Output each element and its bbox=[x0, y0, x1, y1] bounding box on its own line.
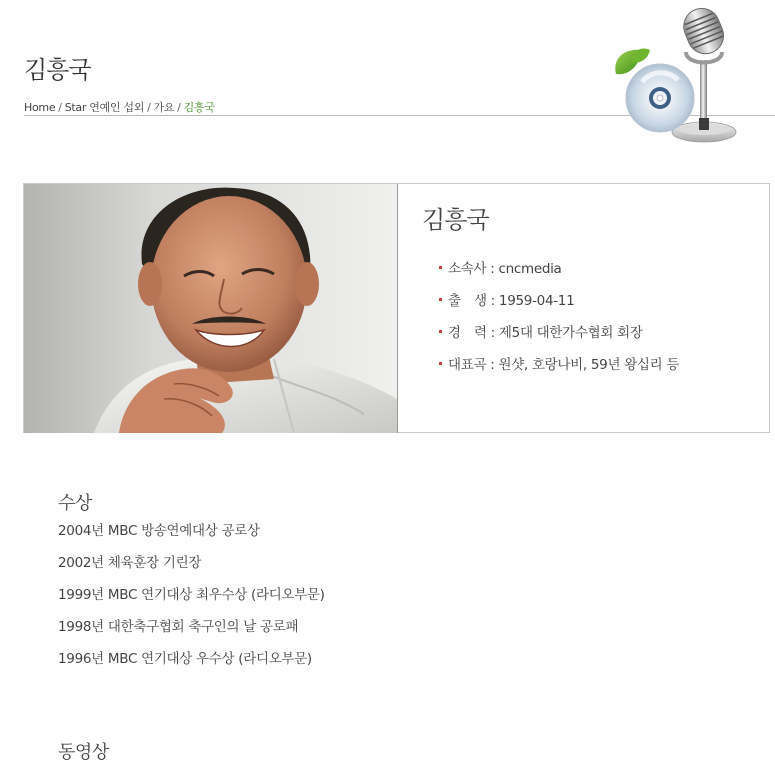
field-label: 대표곡 bbox=[448, 357, 487, 373]
field-value: 1959-04-11 bbox=[498, 293, 575, 309]
profile-field-birth: 출 생 : 1959-04-11 bbox=[439, 292, 679, 324]
award-item: 2004년 MBC 방송연예대상 공로상 bbox=[58, 523, 260, 539]
microphone-cd-illustration bbox=[602, 2, 762, 152]
breadcrumb-separator: / bbox=[147, 101, 151, 114]
bullet-icon bbox=[439, 330, 442, 333]
page-title: 김흥국 bbox=[24, 56, 91, 84]
bullet-icon bbox=[439, 266, 442, 269]
award-item: 2002년 체육훈장 기린장 bbox=[58, 555, 202, 571]
field-label: 소속사 bbox=[448, 261, 487, 277]
breadcrumb bbox=[24, 99, 215, 115]
breadcrumb-category-link[interactable]: Star 연예인 섭외 bbox=[64, 101, 145, 114]
award-item: 1998년 대한축구협회 축구인의 날 공로패 bbox=[58, 619, 299, 635]
profile-field-agency: 소속사 : cncmedia bbox=[439, 260, 679, 292]
profile-card bbox=[23, 183, 770, 433]
videos-section-title: 동영상 bbox=[58, 742, 109, 763]
breadcrumb-separator: / bbox=[177, 101, 181, 114]
profile-field-songs: 대표곡 : 원샷, 호랑나비, 59년 왕십리 등 bbox=[439, 356, 679, 388]
portrait-image bbox=[24, 184, 397, 433]
field-label: 출 생 bbox=[448, 293, 487, 309]
field-value: 제5대 대한가수협회 회장 bbox=[498, 325, 643, 341]
breadcrumb-subcategory-link[interactable]: 가요 bbox=[153, 101, 175, 114]
field-value: cncmedia bbox=[498, 261, 562, 277]
award-item: 1999년 MBC 연기대상 최우수상 (라디오부문) bbox=[58, 587, 325, 603]
profile-info-list bbox=[439, 260, 679, 388]
breadcrumb-separator: / bbox=[58, 101, 62, 114]
bullet-icon bbox=[439, 362, 442, 365]
profile-field-career: 경 력 : 제5대 대한가수협회 회장 bbox=[439, 324, 679, 356]
profile-name: 김흥국 bbox=[422, 206, 489, 234]
awards-section-title: 수상 bbox=[58, 493, 92, 514]
award-item: 1996년 MBC 연기대상 우수상 (라디오부문) bbox=[58, 651, 312, 667]
breadcrumb-current: 김흥국 bbox=[183, 101, 215, 114]
breadcrumb-home-link[interactable]: Home bbox=[24, 101, 56, 114]
profile-photo bbox=[24, 184, 398, 433]
field-value: 원샷, 호랑나비, 59년 왕십리 등 bbox=[498, 357, 680, 373]
awards-list bbox=[58, 522, 325, 682]
bullet-icon bbox=[439, 298, 442, 301]
field-label: 경 력 bbox=[448, 325, 487, 341]
